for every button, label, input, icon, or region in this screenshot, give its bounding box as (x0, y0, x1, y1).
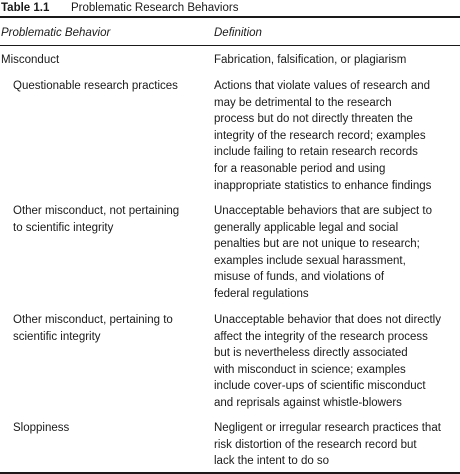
behavior-definition: Unacceptable behavior that does not directly affect the integrity of the research process but is nevertheless directly associated with misconduct in science; examples include cover-ups of scientific misconduct and reprisals against whistle-blowers (214, 314, 441, 409)
behavior-term: Other misconduct, pertaining to scientific integrity (13, 314, 173, 343)
header-rule (0, 45, 460, 46)
behavior-definition: Unacceptable behaviors that are subject to generally applicable legal and social penalties but are not unique to research; examples include sexual harassment, misuse of funds, and violations of federal regulations (214, 205, 432, 300)
table-title: Problematic Research Behaviors (71, 2, 239, 14)
column-header-behavior: Problematic Behavior (1, 27, 111, 39)
behavior-term: Other misconduct, not pertaining to scientific integrity (13, 205, 180, 234)
top-rule (0, 16, 460, 18)
column-header-definition: Definition (214, 27, 262, 39)
behavior-term: Sloppiness (13, 422, 70, 434)
behavior-definition: Negligent or irregular research practices that risk distortion of the research record but lack the intent to do so (214, 422, 441, 468)
table-caption (0, 0, 238, 16)
behavior-term: Misconduct (1, 54, 60, 66)
table-number: Table 1.1 (1, 2, 50, 14)
behavior-definition: Actions that violate values of research and may be detrimental to the research process but do not directly threaten the integrity of the research record; examples include failing to retain research records for a reasonable period and using inappropriate statistics to enhance findings (214, 80, 432, 192)
behavior-definition: Fabrication, falsification, or plagiarism (214, 54, 407, 66)
behavior-term: Questionable research practices (13, 80, 178, 92)
